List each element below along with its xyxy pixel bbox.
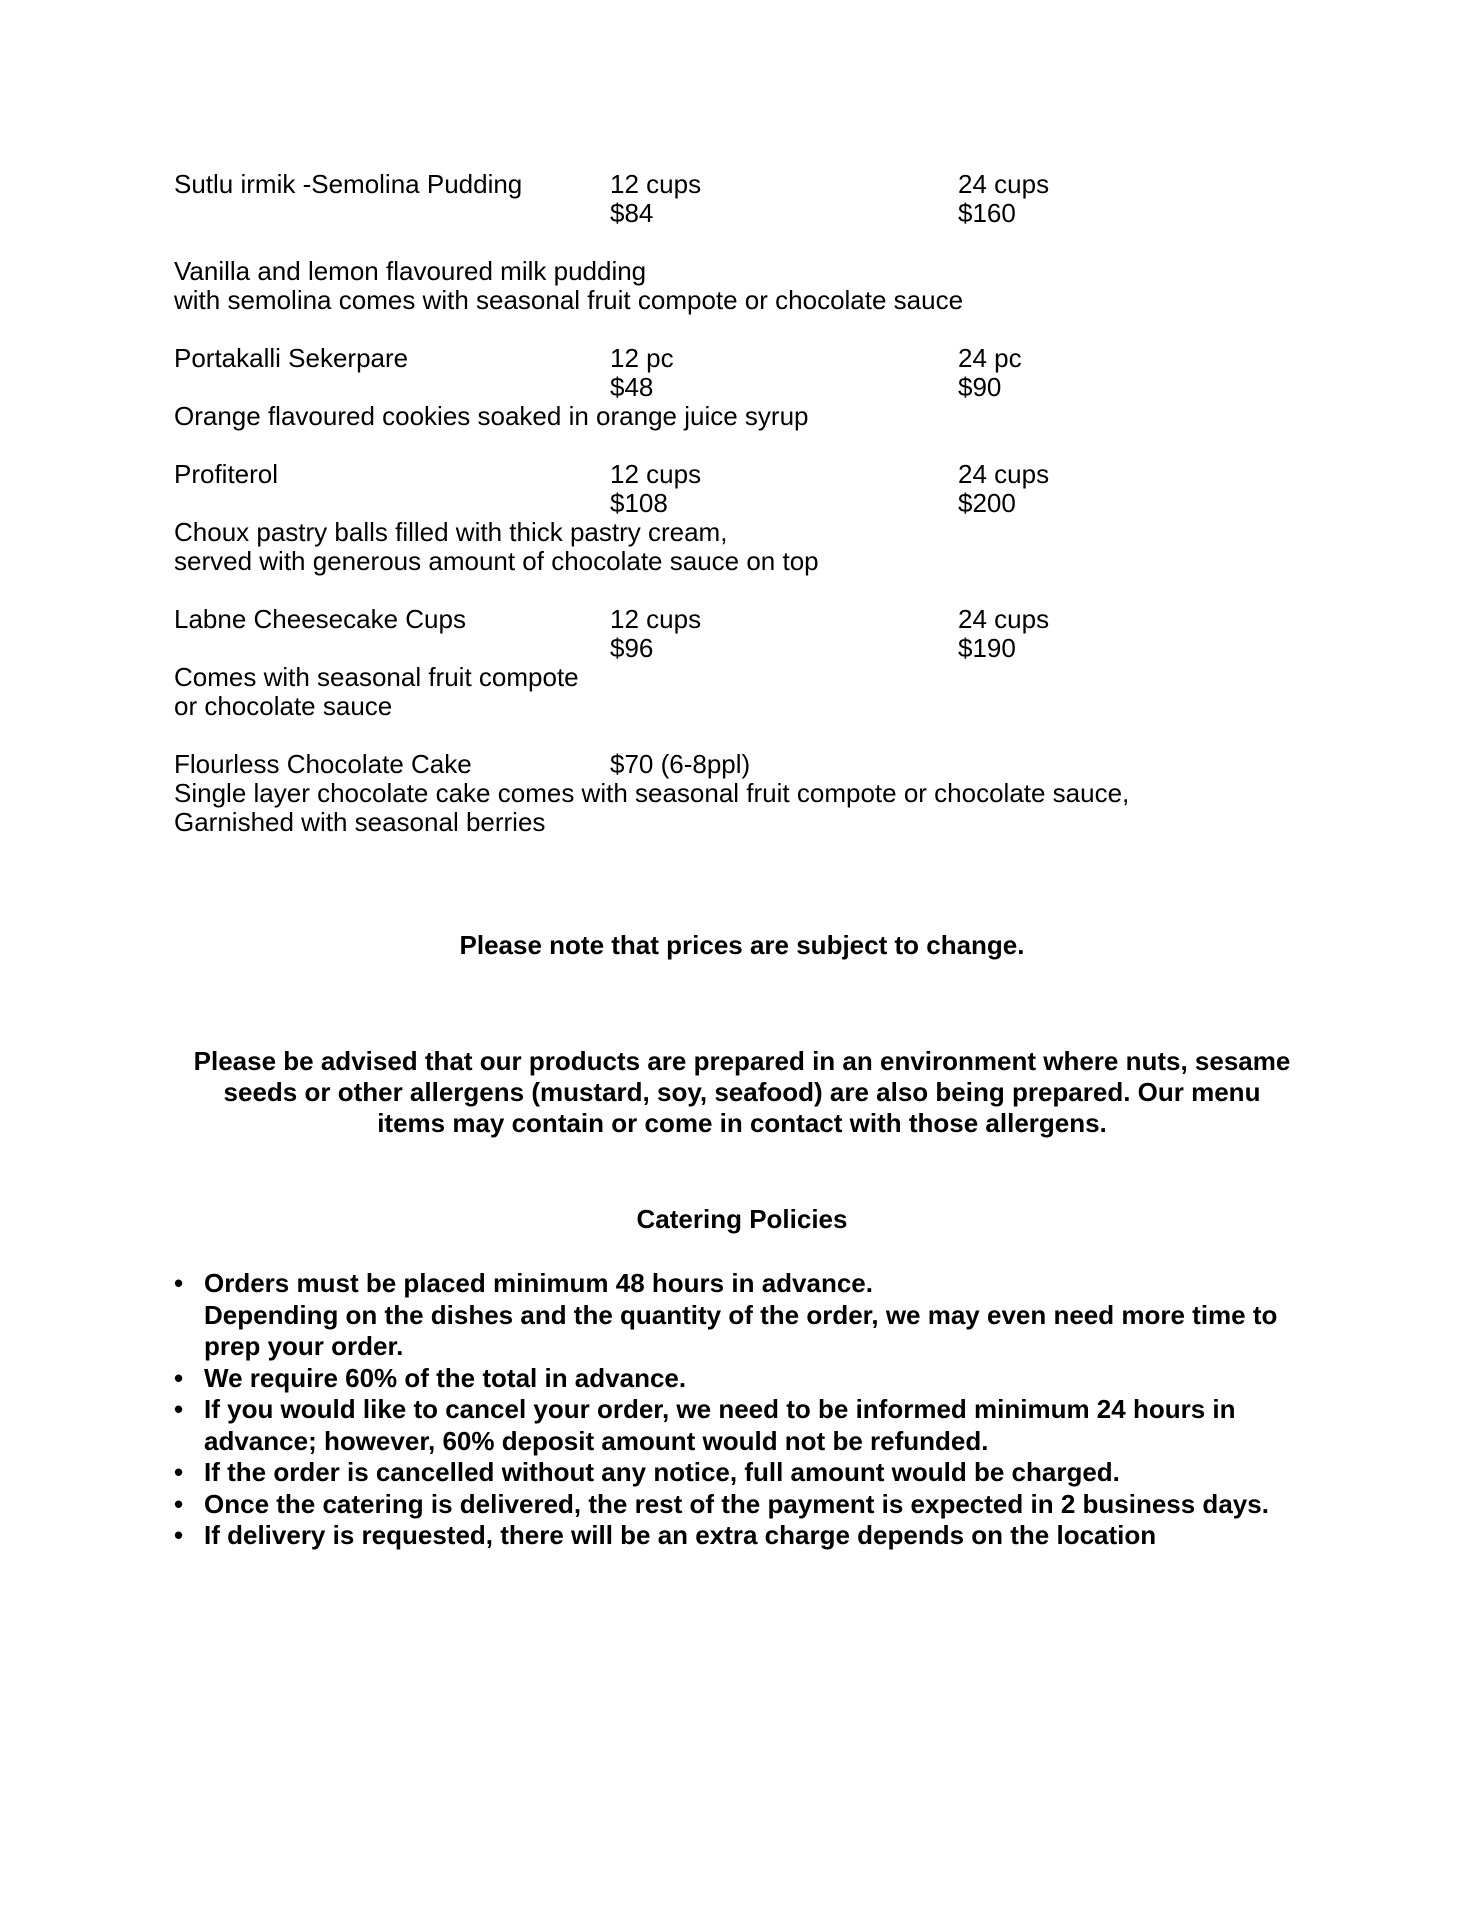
menu-item-size-small: 12 cups	[610, 604, 702, 634]
allergen-notice	[0, 1046, 1484, 1139]
policy-item	[174, 1520, 1324, 1552]
menu-item-header-row	[174, 170, 1310, 199]
menu-item-name: Labne Cheesecake Cups	[174, 604, 466, 634]
menu-item-description	[174, 663, 1310, 721]
menu-item-header-row	[174, 750, 1310, 779]
policy-line: Depending on the dishes and the quantity of the order, we may even need more time to	[204, 1299, 1278, 1330]
allergen-notice-line: Please be advised that our products are prepared in an environment where nuts, sesame	[193, 1046, 1291, 1076]
catering-policies-list	[174, 1268, 1324, 1552]
menu-item-size-large: 24 cups	[958, 459, 1050, 489]
bullet-icon: •	[174, 1268, 184, 1298]
policy-line: advance; however, 60% deposit amount would not be refunded.	[204, 1425, 989, 1456]
menu-item-description	[174, 518, 1310, 576]
policy-item	[174, 1363, 1324, 1395]
menu-item-price-small: $108	[610, 488, 668, 518]
menu-item-header-row	[174, 605, 1310, 634]
menu-item-name: Portakalli Sekerpare	[174, 343, 409, 373]
policy-item	[174, 1457, 1324, 1489]
description-line: served with generous amount of chocolate sauce on top	[174, 546, 819, 576]
bullet-icon: •	[174, 1520, 184, 1550]
menu-item-price-row	[174, 199, 1310, 228]
menu-item-profiterol	[174, 460, 1310, 576]
catering-policies-title: Catering Policies	[636, 1204, 848, 1234]
policy-line: Once the catering is delivered, the rest of the payment is expected in 2 business days.	[204, 1488, 1269, 1519]
menu-item-name: Flourless Chocolate Cake	[174, 749, 472, 779]
description-line: Choux pastry balls filled with thick pastry cream,	[174, 517, 728, 547]
menu-item-name: Profiterol	[174, 459, 279, 489]
policy-line: If delivery is requested, there will be an extra charge depends on the location	[204, 1520, 1157, 1550]
policy-line: Orders must be placed minimum 48 hours in advance.	[204, 1268, 873, 1298]
policy-line: If you would like to cancel your order, we need to be informed minimum 24 hours in	[204, 1394, 1236, 1424]
menu-item-price-large: $190	[958, 633, 1016, 663]
description-line: Comes with seasonal fruit compote	[174, 662, 579, 692]
description-line: or chocolate sauce	[174, 691, 393, 721]
menu-item-size-small: 12 pc	[610, 343, 674, 373]
menu-item-price-large: $200	[958, 488, 1016, 518]
menu-item-size-large: 24 cups	[958, 169, 1050, 199]
policy-item	[174, 1489, 1324, 1521]
price-change-notice: Please note that prices are subject to change.	[459, 930, 1025, 960]
description-line: Orange flavoured cookies soaked in orange juice syrup	[174, 401, 809, 431]
menu-item-price-row	[174, 373, 1310, 402]
menu-item-price-small: $84	[610, 198, 654, 228]
description-line: Single layer chocolate cake comes with seasonal fruit compote or chocolate sauce,	[174, 778, 1130, 808]
menu-item-price-row	[174, 634, 1310, 663]
policy-item	[174, 1268, 1324, 1363]
policy-line: If the order is cancelled without any notice, full amount would be charged.	[204, 1457, 1120, 1487]
menu-item-flourless-chocolate-cake	[174, 750, 1310, 837]
menu-item-description	[174, 779, 1310, 837]
menu-item-price-large: $160	[958, 198, 1016, 228]
menu-item-description	[174, 257, 1310, 315]
menu-item-size-large: 24 cups	[958, 604, 1050, 634]
policy-item	[174, 1394, 1324, 1457]
dessert-menu	[174, 170, 1310, 866]
bullet-icon: •	[174, 1394, 184, 1424]
menu-item-price-large: $90	[958, 372, 1002, 402]
bullet-icon: •	[174, 1362, 184, 1393]
menu-item-size-small: 12 cups	[610, 459, 702, 489]
menu-item-semolina-pudding	[174, 170, 1310, 315]
policy-line: prep your order.	[204, 1331, 404, 1361]
menu-item-header-row	[174, 344, 1310, 373]
menu-item-header-row	[174, 460, 1310, 489]
bullet-icon: •	[174, 1488, 184, 1519]
menu-item-price-small: $48	[610, 372, 654, 402]
menu-item-price-small: $96	[610, 633, 654, 663]
menu-item-size-large: 24 pc	[958, 343, 1022, 373]
menu-item-description	[174, 402, 1310, 431]
menu-item-labne-cheesecake-cups	[174, 605, 1310, 721]
allergen-notice-line: items may contain or come in contact with those allergens.	[377, 1108, 1107, 1138]
bullet-icon: •	[174, 1457, 184, 1487]
menu-item-name: Sutlu irmik -Semolina Pudding	[174, 169, 523, 199]
description-line: Garnished with seasonal berries	[174, 807, 546, 837]
policy-line: We require 60% of the total in advance.	[204, 1362, 687, 1393]
description-line: Vanilla and lemon flavoured milk pudding	[174, 256, 647, 286]
menu-item-price-row	[174, 489, 1310, 518]
menu-item-portakalli-sekerpare	[174, 344, 1310, 431]
description-line: with semolina comes with seasonal fruit compote or chocolate sauce	[174, 285, 964, 315]
menu-item-price: $70 (6-8ppl)	[610, 749, 751, 779]
allergen-notice-line: seeds or other allergens (mustard, soy, seafood) are also being prepared. Our menu	[223, 1077, 1261, 1107]
menu-item-size-small: 12 cups	[610, 169, 702, 199]
